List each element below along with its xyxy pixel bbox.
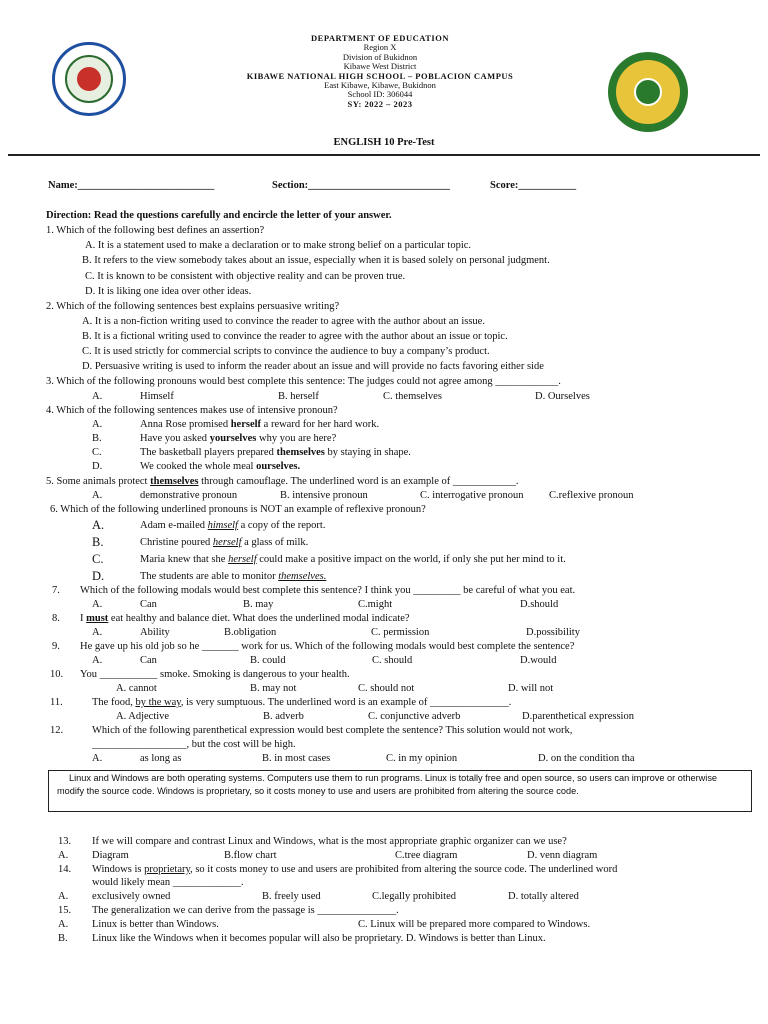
option-d[interactable]: D. Ourselves <box>535 391 590 402</box>
question-number: 7. <box>52 585 60 596</box>
option-a[interactable]: Linux is better than Windows. <box>92 919 219 930</box>
option-c[interactable]: C. interrogative pronoun <box>420 490 524 501</box>
question-number: 12. <box>50 725 64 736</box>
school-seal-logo <box>608 52 688 132</box>
question-number: 14. <box>58 864 72 875</box>
question-stem: The food, by the way, is very sumptuous. The underlined word is an example of _______________. <box>92 697 512 708</box>
option-d[interactable]: D. Persuasive writing is used to inform the reader about an issue and will provide no facts favoring either side <box>82 361 544 372</box>
option-letter: A. <box>92 391 103 402</box>
option-b-and-d[interactable]: Linux like the Windows when it becomes popular will also be proprietary. D. Windows is better than Linux. <box>92 933 546 944</box>
option-c[interactable]: C. conjunctive adverb <box>368 711 461 722</box>
option-a[interactable]: exclusively owned <box>92 891 171 902</box>
option-b[interactable]: Christine poured herself a glass of milk. <box>140 537 309 548</box>
option-letter: D. <box>92 569 105 583</box>
option-b[interactable]: B. may not <box>250 683 297 694</box>
question-stem: 2. Which of the following sentences best explains persuasive writing? <box>46 301 340 312</box>
option-a[interactable]: Can <box>140 655 157 666</box>
question-stem: 3. Which of the following pronouns would best complete this sentence: The judges could not agree among ____________. <box>46 376 561 387</box>
option-c[interactable]: The basketball players prepared themselves by staying in shape. <box>140 447 411 458</box>
option-a[interactable]: A. It is a non-fiction writing used to convince the reader to agree with the author about an issue. <box>82 316 485 327</box>
option-letter: B. <box>92 433 102 444</box>
option-b[interactable]: Have you asked yourselves why you are here? <box>140 433 337 444</box>
question-stem: I must eat healthy and balance diet. What does the underlined modal indicate? <box>80 613 410 624</box>
option-b[interactable]: B. in most cases <box>262 753 331 764</box>
option-c[interactable]: C. It is known to be consistent with objective reality and can be proven true. <box>85 271 406 282</box>
option-d[interactable]: D. will not <box>508 683 554 694</box>
school-header <box>200 34 560 109</box>
header-line: Division of Bukidnon <box>342 51 418 62</box>
option-b[interactable]: B. It is a fictional writing used to convince the reader to agree with the author about an issue or topic. <box>82 331 508 342</box>
option-d[interactable]: We cooked the whole meal ourselves. <box>140 461 301 472</box>
question-stem: You ___________ smoke. Smoking is dangerous to your health. <box>80 669 350 680</box>
option-c[interactable]: C. permission <box>371 627 430 638</box>
option-a[interactable]: demonstrative pronoun <box>140 490 238 501</box>
header-line: SY: 2022 – 2023 <box>347 98 413 109</box>
option-d[interactable]: D. totally altered <box>508 891 579 902</box>
question-stem: 4. Which of the following sentences makes use of intensive pronoun? <box>46 405 338 416</box>
question-stem: 5. Some animals protect themselves through camouflage. The underlined word is an example of ____________. <box>46 476 519 487</box>
option-b[interactable]: B. freely used <box>262 891 321 902</box>
option-a[interactable]: A. Adjective <box>116 711 170 722</box>
option-d[interactable]: D. venn diagram <box>527 850 598 861</box>
header-line: School ID: 306044 <box>347 89 413 100</box>
header-line: Region X <box>363 42 397 53</box>
option-d[interactable]: D. It is liking one idea over other ideas. <box>85 286 252 297</box>
section-field: Section:___________________________ <box>272 180 450 191</box>
option-d[interactable]: D. on the condition tha <box>538 753 635 764</box>
option-c[interactable]: C. It is used strictly for commercial scripts to convince the audience to buy a company’s product. <box>82 346 490 357</box>
header-divider <box>8 154 760 156</box>
option-letter: D. <box>92 461 103 472</box>
option-c[interactable]: C. should not <box>358 683 415 694</box>
option-letter: A. <box>92 599 103 610</box>
option-b[interactable]: B. could <box>250 655 286 666</box>
option-letter: A. <box>58 919 69 930</box>
option-d[interactable]: The students are able to monitor themselves. <box>140 571 327 582</box>
header-line: KIBAWE NATIONAL HIGH SCHOOL – POBLACION CAMPUS <box>246 70 514 81</box>
question-number: 13. <box>58 836 72 847</box>
question-stem: The generalization we can derive from the passage is _______________. <box>92 905 399 916</box>
question-number: 15. <box>58 905 72 916</box>
option-a[interactable]: Himself <box>140 391 174 402</box>
question-number: 11. <box>50 697 63 708</box>
option-a[interactable]: Ability <box>140 627 170 638</box>
option-c[interactable]: C.legally prohibited <box>372 891 456 902</box>
test-title: ENGLISH 10 Pre-Test <box>333 137 435 148</box>
option-a[interactable]: Anna Rose promised herself a reward for her hard work. <box>140 419 380 430</box>
question-stem: He gave up his old job so he _______ work for us. Which of the following modals would best complete the sentence? <box>80 641 575 652</box>
question-stem: If we will compare and contrast Linux and Windows, what is the most appropriate graphic organizer can we use? <box>92 836 567 847</box>
option-letter: C. <box>92 447 102 458</box>
score-field: Score:___________ <box>490 180 577 191</box>
option-c[interactable]: C. in my opinion <box>386 753 458 764</box>
question-number: 8. <box>52 613 60 624</box>
header-line: Kibawe West District <box>343 61 417 72</box>
reading-passage: Linux and Windows are both operating systems. Computers use them to run programs. Linux is totally free and open source, so users can improve or otherwise modify the source code. Windows is proprietary, so it costs money to use and users are prohibited from altering the source code. <box>48 770 752 812</box>
option-letter: A. <box>58 850 69 861</box>
option-letter: B. <box>92 535 104 549</box>
option-letter: B. <box>58 933 68 944</box>
direction-text: Direction: Read the questions carefully and encircle the letter of your answer. <box>46 210 392 221</box>
option-c[interactable]: C. themselves <box>383 391 442 402</box>
question-stem-continued: __________________, but the cost will be high. <box>92 739 296 750</box>
header-line: DEPARTMENT OF EDUCATION <box>311 33 449 43</box>
option-a[interactable]: Adam e-mailed himself a copy of the report. <box>140 520 326 531</box>
question-stem: Which of the following parenthetical expression would best complete the sentence? This solution would not work, <box>92 725 573 736</box>
option-c[interactable]: Maria knew that she herself could make a positive impact on the world, if only she put her mind to it. <box>140 554 566 565</box>
option-a[interactable]: Can <box>140 599 157 610</box>
option-b[interactable]: B. intensive pronoun <box>280 490 368 501</box>
header-line: East Kibawe, Kibawe, Bukidnon <box>324 80 436 91</box>
option-b[interactable]: B.flow chart <box>224 850 277 861</box>
option-letter: A. <box>92 753 103 764</box>
option-letter: A. <box>92 627 103 638</box>
option-d[interactable]: C.reflexive pronoun <box>549 490 634 501</box>
option-b[interactable]: B. may <box>243 599 274 610</box>
question-stem: 1. Which of the following best defines an assertion? <box>46 225 265 236</box>
option-letter: A. <box>92 419 103 430</box>
option-b[interactable]: B. herself <box>278 391 319 402</box>
option-letter: C. <box>92 552 104 566</box>
option-letter: A. <box>92 518 105 532</box>
option-d[interactable]: D.parenthetical expression <box>522 711 634 722</box>
name-field: Name:__________________________ <box>48 180 215 191</box>
question-number: 9. <box>52 641 60 652</box>
option-c[interactable]: C. should <box>372 655 413 666</box>
option-a[interactable]: A. It is a statement used to make a declaration or to make strong belief on a particular topic. <box>85 240 472 251</box>
option-a[interactable]: as long as <box>140 753 182 764</box>
option-d[interactable]: D.possibility <box>526 627 580 638</box>
option-c[interactable]: C. Linux will be prepared more compared to Windows. <box>358 919 591 930</box>
option-a[interactable]: A. cannot <box>116 683 157 694</box>
option-letter: A. <box>92 655 103 666</box>
option-letter: A. <box>92 490 103 501</box>
option-a[interactable]: Diagram <box>92 850 129 861</box>
question-stem-continued: would likely mean _____________. <box>92 877 244 888</box>
option-b[interactable]: B. adverb <box>263 711 304 722</box>
question-number: 10. <box>50 669 64 680</box>
option-c[interactable]: C.might <box>358 599 393 610</box>
option-d[interactable]: D.should <box>520 599 559 610</box>
option-b[interactable]: B. It refers to the view somebody takes about an issue, especially when it is based solely on personal judgment. <box>82 255 550 266</box>
question-stem: 6. Which of the following underlined pronouns is NOT an example of reflexive pronoun? <box>50 504 426 515</box>
option-b[interactable]: B.obligation <box>224 627 277 638</box>
question-stem: Windows is proprietary, so it costs money to use and users are prohibited from altering the source code. The underlined word <box>92 864 618 875</box>
deped-seal-logo <box>52 42 126 116</box>
question-stem: Which of the following modals would best complete this sentence? I think you _________ be careful of what you eat. <box>80 585 576 596</box>
option-letter: A. <box>58 891 69 902</box>
option-d[interactable]: D.would <box>520 655 557 666</box>
option-c[interactable]: C.tree diagram <box>395 850 458 861</box>
